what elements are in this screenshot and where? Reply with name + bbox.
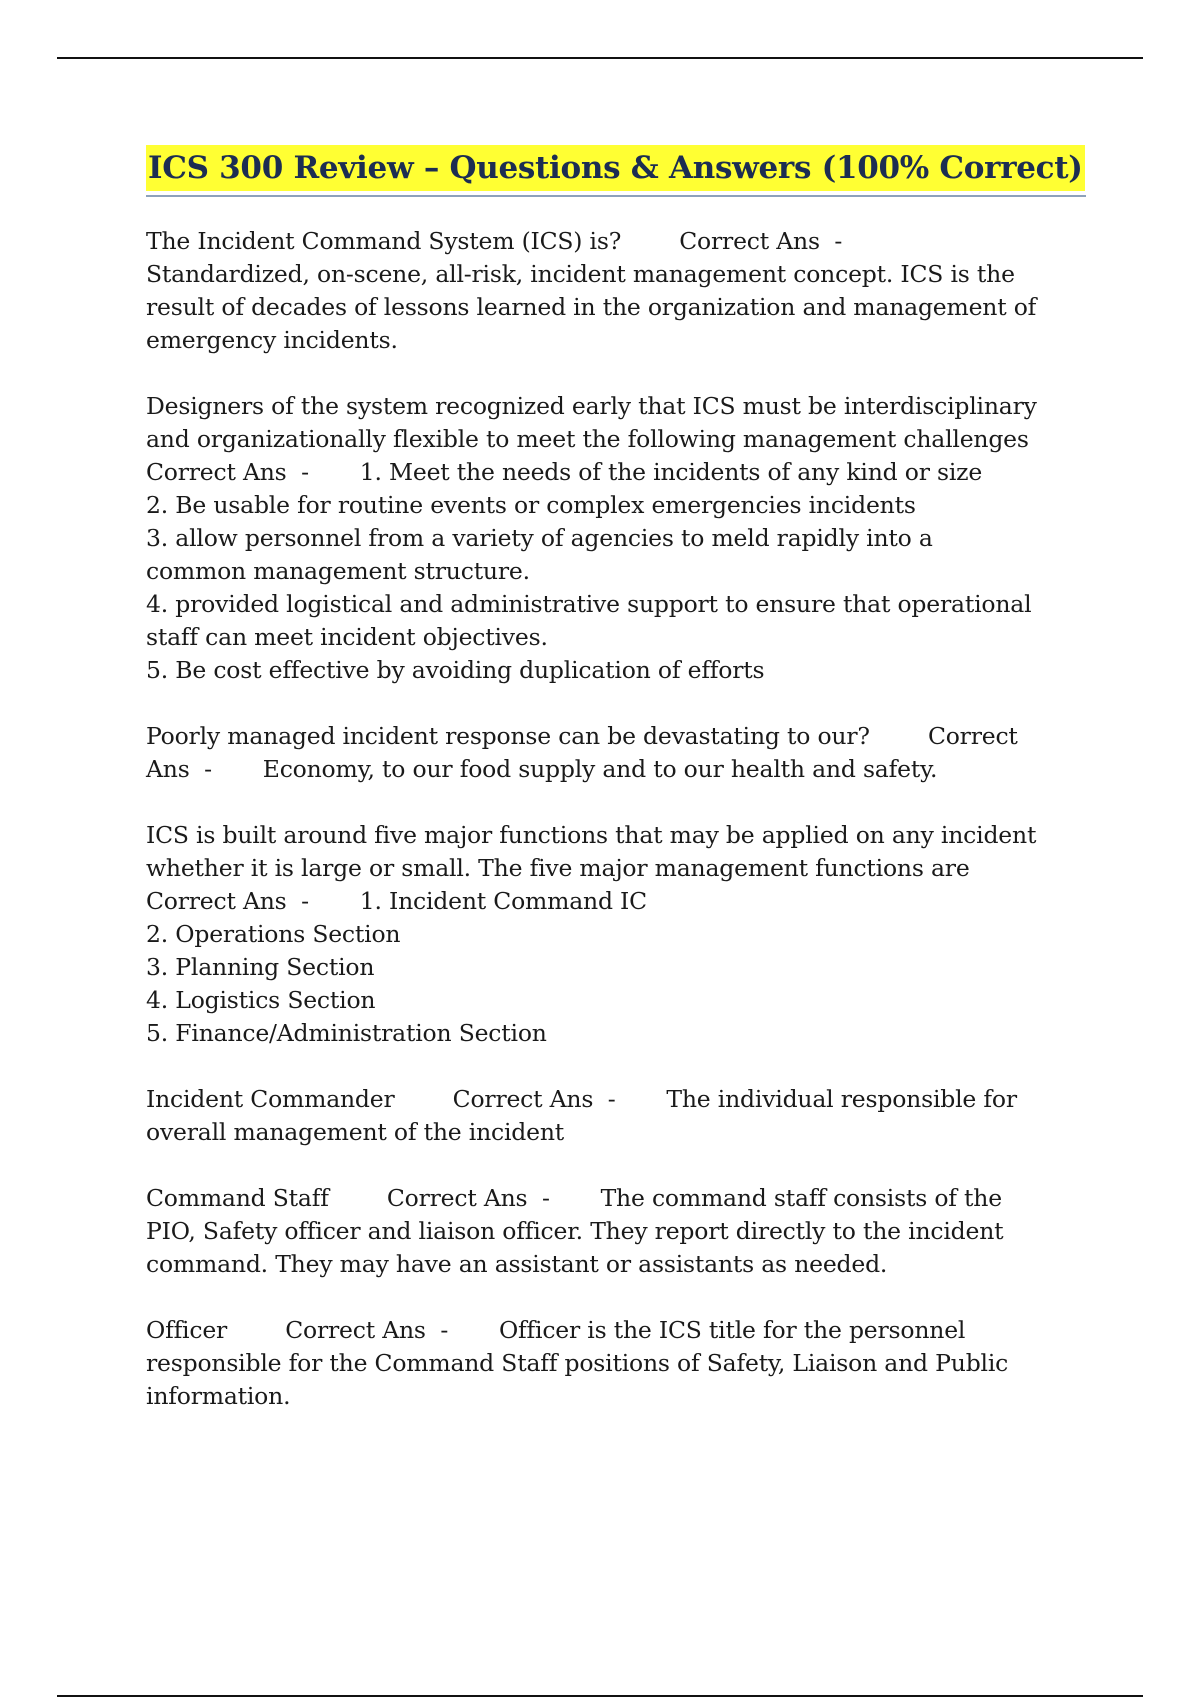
qa-line: 2. Operations Section	[146, 920, 401, 948]
title-block	[146, 145, 1086, 197]
qa-line: emergency incidents.	[146, 326, 398, 354]
header-rule	[57, 57, 1143, 59]
qa-line: responsible for the Command Staff positions of Safety, Liaison and Public	[146, 1349, 1009, 1377]
qa-line: The Incident Command System (ICS) is? Correct Ans -	[146, 227, 843, 255]
document-body	[146, 145, 1086, 1446]
qa-line: and organizationally flexible to meet the following management challenges	[146, 425, 1029, 453]
qa-line: Incident Commander Correct Ans - The individual responsible for	[146, 1085, 1017, 1113]
qa-line: result of decades of lessons learned in the organization and management of	[146, 293, 1037, 321]
qa-item	[146, 720, 1086, 786]
qa-line: Command Staff Correct Ans - The command staff consists of the	[146, 1184, 1002, 1212]
qa-item	[146, 1083, 1086, 1149]
qa-line: Correct Ans - 1. Meet the needs of the incidents of any kind or size	[146, 458, 983, 486]
qa-line: command. They may have an assistant or assistants as needed.	[146, 1250, 888, 1278]
qa-item	[146, 1314, 1086, 1413]
qa-line: staff can meet incident objectives.	[146, 623, 548, 651]
qa-line: Correct Ans - 1. Incident Command IC	[146, 887, 647, 915]
qa-line: 3. allow personnel from a variety of agencies to meld rapidly into a	[146, 524, 933, 552]
qa-line: Standardized, on-scene, all-risk, incident management concept. ICS is the	[146, 260, 1015, 288]
qa-line: 5. Be cost effective by avoiding duplication of efforts	[146, 656, 765, 684]
qa-line: whether it is large or small. The five major management functions are	[146, 854, 970, 882]
qa-line: overall management of the incident	[146, 1118, 565, 1146]
qa-line: 4. provided logistical and administrative support to ensure that operational	[146, 590, 1032, 618]
qa-line: PIO, Safety officer and liaison officer. They report directly to the incident	[146, 1217, 1004, 1245]
qa-line: Officer Correct Ans - Officer is the ICS title for the personnel	[146, 1316, 966, 1344]
qa-item	[146, 819, 1086, 1050]
qa-line: 5. Finance/Administration Section	[146, 1019, 547, 1047]
document-title: ICS 300 Review – Questions & Answers (100% Correct)	[146, 145, 1085, 191]
qa-line: common management structure.	[146, 557, 530, 585]
qa-item	[146, 1182, 1086, 1281]
qa-line: Ans - Economy, to our food supply and to our health and safety.	[146, 755, 938, 783]
qa-line: information.	[146, 1382, 291, 1410]
qa-line: Designers of the system recognized early that ICS must be interdisciplinary	[146, 392, 1037, 420]
qa-line: 3. Planning Section	[146, 953, 375, 981]
qa-item	[146, 225, 1086, 357]
footer-rule	[57, 1695, 1143, 1697]
qa-line: 4. Logistics Section	[146, 986, 376, 1014]
qa-line: ICS is built around five major functions that may be applied on any incident	[146, 821, 1037, 849]
qa-item	[146, 390, 1086, 687]
qa-line: 2. Be usable for routine events or complex emergencies incidents	[146, 491, 916, 519]
qa-line: Poorly managed incident response can be devastating to our? Correct	[146, 722, 1018, 750]
